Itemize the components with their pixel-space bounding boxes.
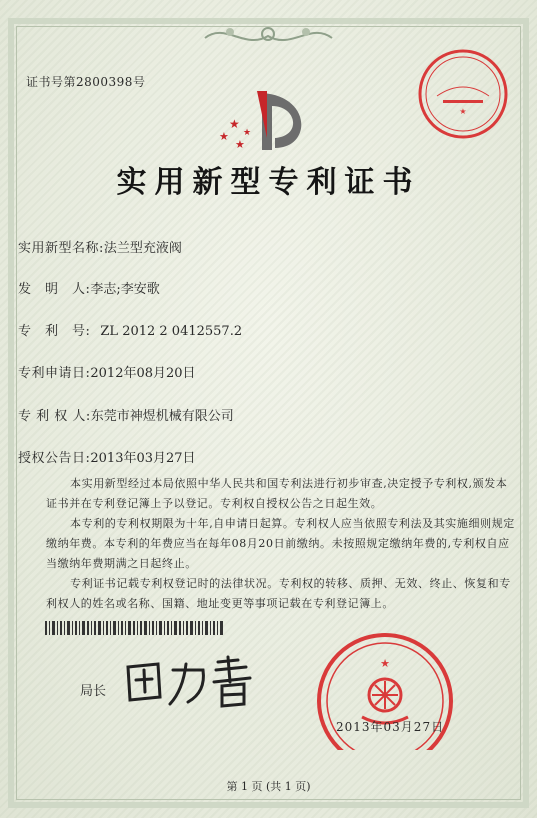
svg-text:★: ★	[229, 117, 240, 131]
patentee-value: 东莞市神煜机械有限公司	[90, 409, 234, 424]
certificate-number: 证书号第2800398号	[26, 75, 146, 89]
paragraph-grant: 本实用新型经过本局依照中华人民共和国专利法进行初步审查,决定授予专利权,颁发本证书并在专利登记簿上予以登记。专利权自授权公告之日起生效。	[46, 477, 508, 510]
svg-text:★: ★	[243, 128, 252, 138]
patent-number-value: ZL 2012 2 0412557.2	[100, 324, 243, 339]
utility-model-name-label: 实用新型名称:	[18, 241, 104, 256]
patent-number-row	[18, 320, 242, 339]
director-signature	[118, 652, 268, 712]
inventor-value: 李志;李安歌	[90, 282, 160, 297]
paragraph-legal-status: 专利证书记载专利权登记时的法律状况。专利权的转移、质押、无效、终止、恢复和专利权人的姓名或名称、国籍、地址变更等事项记载在专利登记簿上。	[46, 577, 511, 610]
inventor-label: 发 明 人:	[18, 282, 91, 297]
svg-text:★: ★	[235, 138, 245, 151]
patent-number-label: 专 利 号:	[18, 324, 91, 339]
svg-text:★: ★	[380, 657, 390, 670]
barcode	[45, 621, 225, 635]
filing-date-row	[18, 362, 196, 381]
patentee-row	[18, 405, 234, 424]
utility-model-name-row	[18, 237, 182, 256]
utility-model-name-value: 法兰型充液阀	[103, 241, 182, 256]
grant-date-label: 授权公告日:	[18, 451, 91, 466]
filing-date-label: 专利申请日:	[18, 366, 91, 381]
tax-seal-stamp	[417, 48, 509, 140]
certificate-title: 实用新型专利证书	[116, 165, 421, 200]
patentee-label: 专 利 权 人:	[18, 409, 91, 424]
filing-date-value: 2012年08月20日	[90, 366, 196, 381]
grant-date-row	[18, 447, 196, 466]
inventor-row	[18, 278, 160, 297]
svg-text:★: ★	[459, 107, 467, 116]
paragraph-term: 本专利的专利权期限为十年,自申请日起算。专利权人应当依照专利法及其实施细则规定缴纳年费。本专利的年费应当在每年08月20日前缴纳。未按照规定缴纳年费的,专利权自应当缴纳年费期满之日起终止。	[46, 517, 515, 570]
page-number: 第 1 页 (共 1 页)	[226, 780, 311, 793]
director-label: 局长	[80, 684, 107, 699]
floral-ornament	[200, 20, 337, 52]
grant-date-value: 2013年03月27日	[90, 451, 196, 466]
seal-date: 2013年03月27日	[336, 720, 445, 734]
patent-office-logo	[217, 88, 322, 158]
svg-text:★: ★	[219, 130, 229, 143]
